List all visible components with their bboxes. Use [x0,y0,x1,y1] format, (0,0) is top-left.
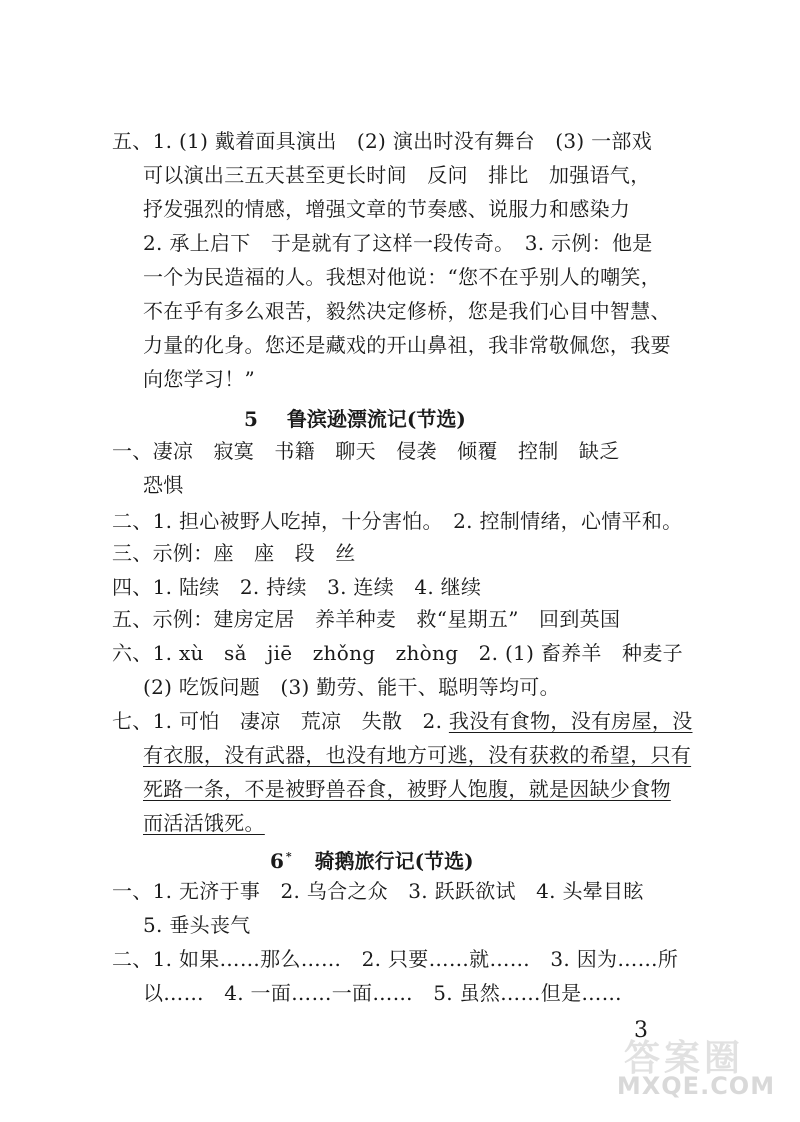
answer-line: 一、凄凉 寂寞 书籍 聊天 侵袭 倾覆 控制 缺乏 [112,439,620,463]
answer-line [112,706,693,736]
answer-line: 二、1. 如果……那么…… 2. 只要……就…… 3. 因为……所 [112,947,679,971]
answer-line: 抒发强烈的情感，增强文章的节奏感、说服力和感染力 [143,197,631,221]
underlined-answer: 我没有食物，没有房屋，没 [448,709,693,733]
answer-prefix: 七、1. 可怕 凄凉 荒凉 失散 2. [112,709,449,733]
answer-line: 五、1. (1) 戴着面具演出 (2) 演出时没有舞台 (3) 一部戏 [112,129,653,153]
answer-line: 一个为民造福的人。我想对他说：“您不在乎别人的嘲笑， [143,265,662,289]
answer-line: 可以演出三五天甚至更长时间 反问 排比 加强语气， [143,163,651,187]
answer-line: 5. 垂头丧气 [143,913,251,937]
underlined-answer: 有衣服，没有武器，也没有地方可逃，没有获救的希望，只有 [143,743,692,767]
underlined-answer: 死路一条，不是被野兽吞食，被野人饱腹，就是因缺少食物 [143,777,671,801]
answer-line: 二、1. 担心被野人吃掉，十分害怕。 2. 控制情绪，心情平和。 [112,509,683,533]
watermark-logo: 答案圈 [624,1038,745,1079]
page-number: 3 [634,1018,648,1043]
lesson-title [244,404,466,434]
answer-line: 2. 承上启下 于是就有了这样一段传奇。 3. 示例：他是 [143,231,653,255]
answer-line: 一、1. 无济于事 2. 乌合之众 3. 跃跃欲试 4. 头晕目眩 [112,879,644,903]
answer-line: 三、示例：座 座 段 丝 [112,541,356,565]
answer-line: 以…… 4. 一面……一面…… 5. 虽然……但是…… [143,981,622,1005]
lesson-name: 骑鹅旅行记(节选) [314,849,474,873]
optional-mark: * [285,850,292,863]
answer-line: 恐惧 [143,473,184,497]
lesson-number: 6 [270,849,284,873]
watermark [606,1030,786,1110]
lesson-name: 鲁滨逊漂流记(节选) [286,407,466,431]
lesson-title [270,842,474,876]
lesson-number: 5 [244,407,258,431]
watermark-url: MXQE.COM [616,1072,776,1100]
answer-line: 不在乎有多么艰苦，毅然决定修桥，您是我们心目中智慧、 [143,299,671,323]
answer-line: (2) 吃饭问题 (3) 勤劳、能干、聪明等均可。 [143,675,560,699]
answer-line: 六、1. xù sǎ jiē zhǒng zhòng 2. (1) 畜养羊 种麦子 [112,641,683,665]
answer-line: 力量的化身。您还是藏戏的开山鼻祖，我非常敬佩您，我要 [143,333,671,357]
underlined-answer: 而活活饿死。 [143,811,265,835]
answer-line: 向您学习！” [143,367,256,391]
answer-line: 四、1. 陆续 2. 持续 3. 连续 4. 继续 [112,575,482,599]
answer-line: 五、示例：建房定居 养羊种麦 救“星期五” 回到英国 [112,607,621,631]
